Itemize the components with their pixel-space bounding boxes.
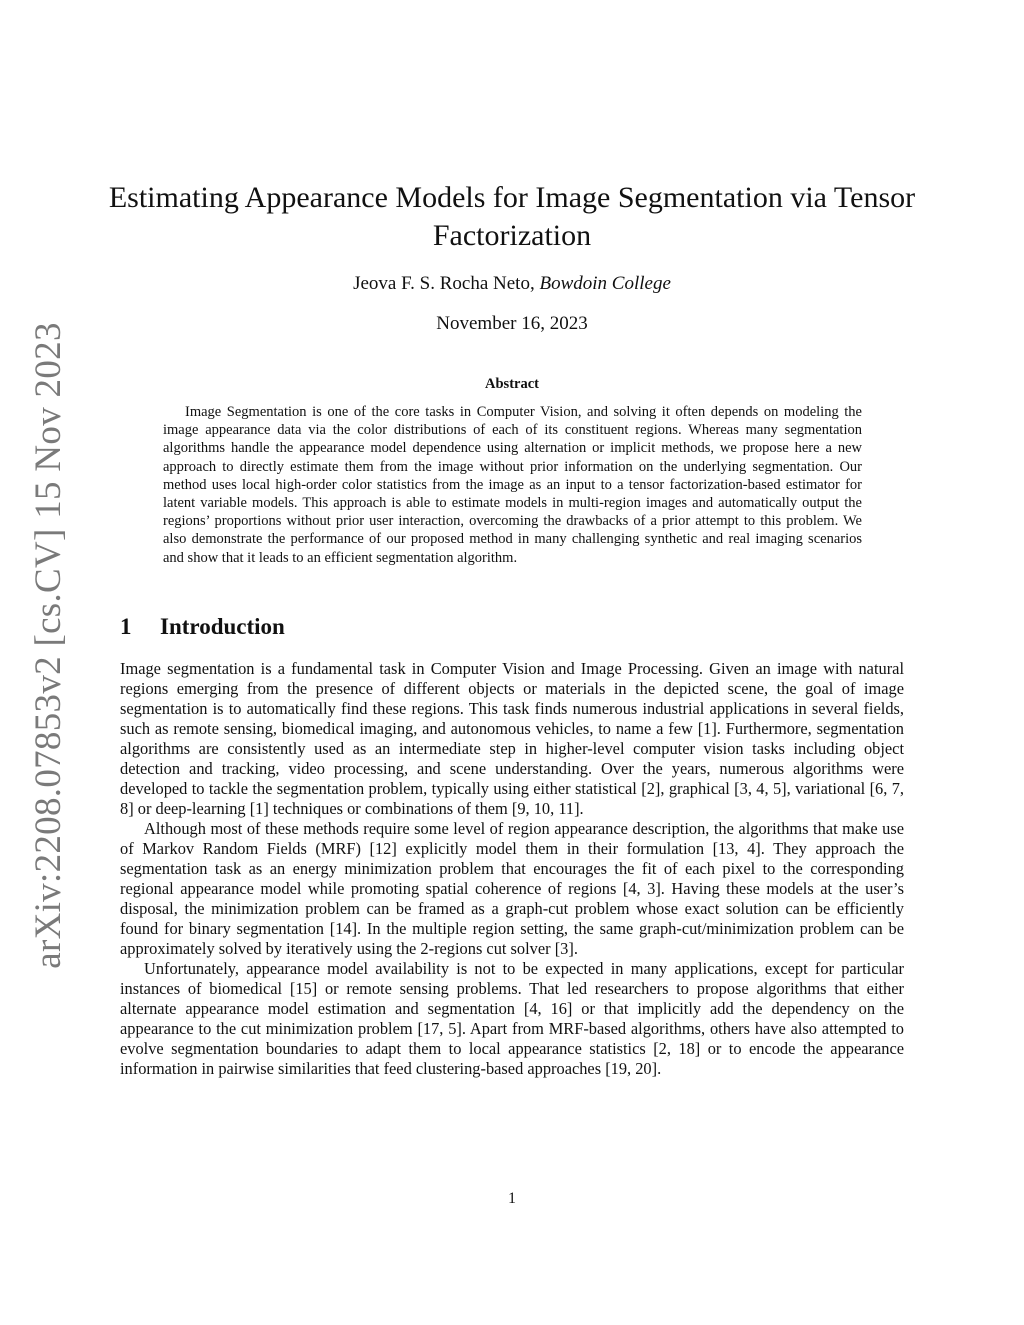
abstract-heading: Abstract — [485, 376, 539, 392]
abstract — [163, 403, 862, 567]
arxiv-side-stamp — [20, 321, 76, 969]
author-affiliation: Bowdoin College — [539, 273, 671, 294]
section-title: Introduction — [160, 614, 285, 639]
paragraph: Image segmentation is a fundamental task in Computer Vision and Image Processing. Given an image with natural regions emerging from the presence of different objects or materials in the depicted scene, the goal of image segmentation is to automatically find these regions. This task finds numerous industrial applications in several fields, such as remote sensing, biomedical imaging, and autonomous vehicles, to name a few [1]. Furthermore, segmentation algorithms are consistently used as an intermediate step in higher-level computer vision tasks including object detection and tracking, video processing, and scene understanding. Over the years, numerous algorithms were developed to tackle the segmentation problem, typically using either statistical [2], graphical [3, 4, 5], variational [6, 7, 8] or deep-learning [1] techniques or combinations of them [9, 10, 11]. — [120, 659, 904, 818]
paper-title: Estimating Appearance Models for Image Segmentation via Tensor Factorization — [108, 181, 916, 252]
abstract-text: Image Segmentation is one of the core tasks in Computer Vision, and solving it often depends on modeling the image appearance data via the color distributions of each of its constituent regions. Whereas many segmentation algorithms handle the appearance model dependence using alternation or implicit methods, we propose here a new approach to directly estimate them from the image without prior information on the underlying segmentation. Our method uses local high-order color statistics from the image as an input to a tensor factorization-based estimator for latent variable models. This approach is able to estimate models in multi-region images and automatically output the regions’ proportions without prior user interaction, overcoming the drawbacks of a prior attempt to this problem. We also demonstrate the performance of our proposed method in many challenging synthetic and real imaging scenarios and show that it leads to an efficient segmentation algorithm. — [163, 404, 862, 566]
page-number: 1 — [508, 1190, 516, 1207]
paragraph: Although most of these methods require some level of region appearance description, the algorithms that make use of Markov Random Fields (MRF) [12] explicitly model them in their formulation [13, 4]. They approach the segmentation task as an energy minimization problem that encourages the fit of each pixel to the corresponding regional appearance model while promoting spatial coherence of regions [4, 3]. Having these models at the user’s disposal, the minimization problem can be framed as a graph-cut problem whose exact solution can be efficiently found for binary segmentation [14]. In the multiple region setting, the same graph-cut/minimization problem can be approximately solved by iteratively using the 2-regions cut solver [3]. — [120, 819, 904, 958]
section-heading — [120, 614, 285, 640]
section-number: 1 — [120, 614, 132, 639]
arxiv-stamp-text: arXiv:2208.07853v2 [cs.CV] 15 Nov 2023 — [27, 321, 69, 969]
author-line — [0, 273, 1024, 295]
paper-date: November 16, 2023 — [436, 313, 588, 334]
paragraph: Unfortunately, appearance model availability is not to be expected in many applications, except for particular instances of biomedical [15] or remote sensing problems. That led researchers to propose algorithms that either alternate appearance model estimation and segmentation [4, 16] or that implicitly add the dependency on the appearance to the cut minimization problem [17, 5]. Apart from MRF-based algorithms, others have also attempted to evolve segmentation boundaries to adapt them to local appearance statistics [2, 18] or to encode the appearance information in pairwise similarities that feed clustering-based approaches [19, 20]. — [120, 959, 904, 1078]
section-body — [120, 659, 904, 1079]
author-name: Jeova F. S. Rocha Neto, — [353, 273, 535, 294]
